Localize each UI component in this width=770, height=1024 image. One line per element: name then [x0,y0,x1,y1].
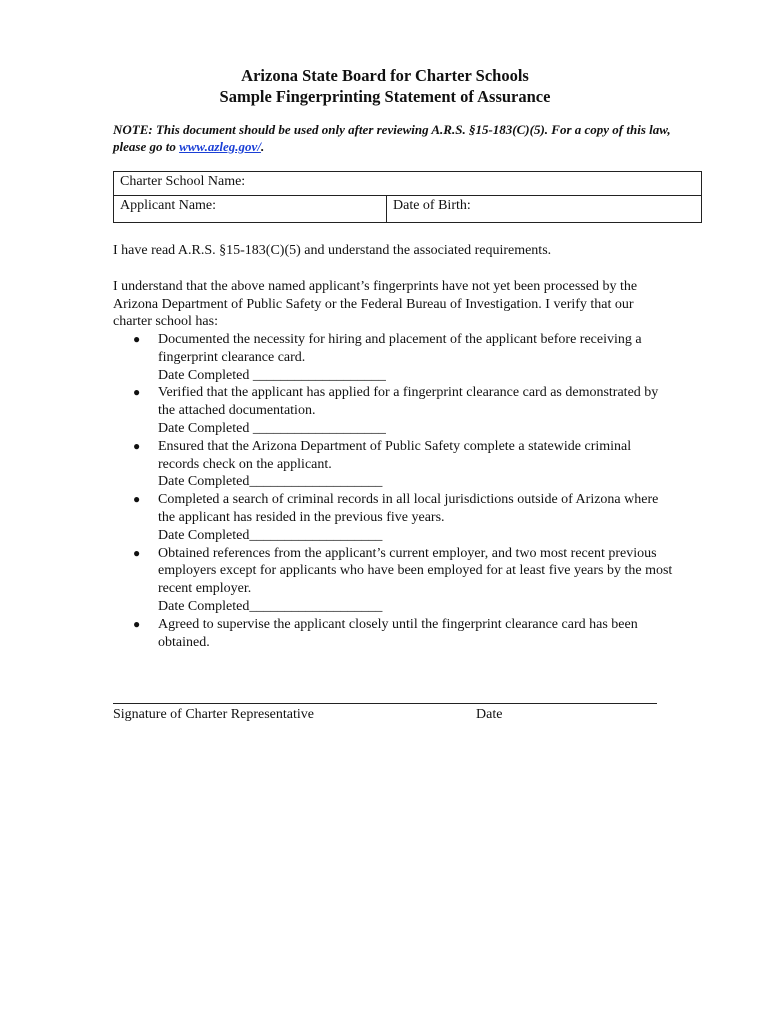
list-item-text: Completed a search of criminal records in all local jurisdictions outside of Arizona where the applicant has resided in the previous five years. [158,492,659,525]
acknowledgement-paragraph: I have read A.R.S. §15-183(C)(5) and understand the associated requirements. [113,243,552,258]
list-item-text: Obtained references from the applicant’s current employer, and two most recent previous employers except for applicants who have been employed for at least five years by the most recent employer. [158,545,673,597]
list-item-text: Documented the necessity for hiring and placement of the applicant before receiving a fingerprint clearance card. [158,332,642,365]
applicant-name-label: Applicant Name: [120,198,217,213]
document-title-line1: Arizona State Board for Charter Schools [241,66,529,85]
applicant-info-table [113,171,702,223]
charter-school-name-label: Charter School Name: [120,174,246,189]
signature-line[interactable] [113,703,657,704]
assurance-list [113,331,673,651]
list-item [113,438,673,491]
list-item [113,616,673,652]
bullet-icon: ● [133,438,141,453]
bullet-icon: ● [133,332,141,346]
note-text: NOTE: This document should be used only after reviewing A.R.S. §15-183(C)(5). For a copy of this law, please go to [113,122,671,154]
document-title-line2: Sample Fingerprinting Statement of Assurance [219,87,551,106]
list-item-text: Ensured that the Arizona Department of Public Safety complete a statewide criminal records check on the applicant. [158,438,632,472]
note-text-end: . [260,139,265,154]
list-item-text: Verified that the applicant has applied for a fingerprint clearance card as demonstrated by the attached documentation. [158,385,659,419]
applicant-name-cell[interactable] [114,196,387,223]
note-paragraph [113,121,673,155]
date-completed-field[interactable]: Date Completed ___________________ [158,367,386,383]
list-item [113,545,673,616]
bullet-icon: ● [133,492,141,507]
list-item [113,331,673,384]
bullet-icon: ● [133,616,141,631]
list-item [113,491,673,544]
bullet-icon: ● [133,385,141,400]
azleg-link[interactable]: www.azleg.gov/ [179,139,261,154]
list-item-text: Agreed to supervise the applicant closely until the fingerprint clearance card has been obtained. [158,616,638,650]
date-completed-field[interactable]: Date Completed___________________ [158,527,383,543]
date-completed-field[interactable]: Date Completed___________________ [158,474,383,490]
charter-school-name-cell[interactable] [114,172,702,196]
date-completed-field[interactable]: Date Completed___________________ [158,598,383,614]
bullet-icon: ● [133,545,141,560]
date-of-birth-label: Date of Birth: [393,198,471,213]
signature-date-label: Date [476,707,503,722]
date-completed-field[interactable]: Date Completed ___________________ [158,420,386,436]
signature-label: Signature of Charter Representative [113,707,314,722]
list-item [113,384,673,437]
date-of-birth-cell[interactable] [387,196,702,223]
verification-paragraph: I understand that the above named applicant’s fingerprints have not yet been processed by the Arizona Department of Public Safety or the Federal Bureau of Investigation. I verify that our charter school has: [113,279,638,329]
